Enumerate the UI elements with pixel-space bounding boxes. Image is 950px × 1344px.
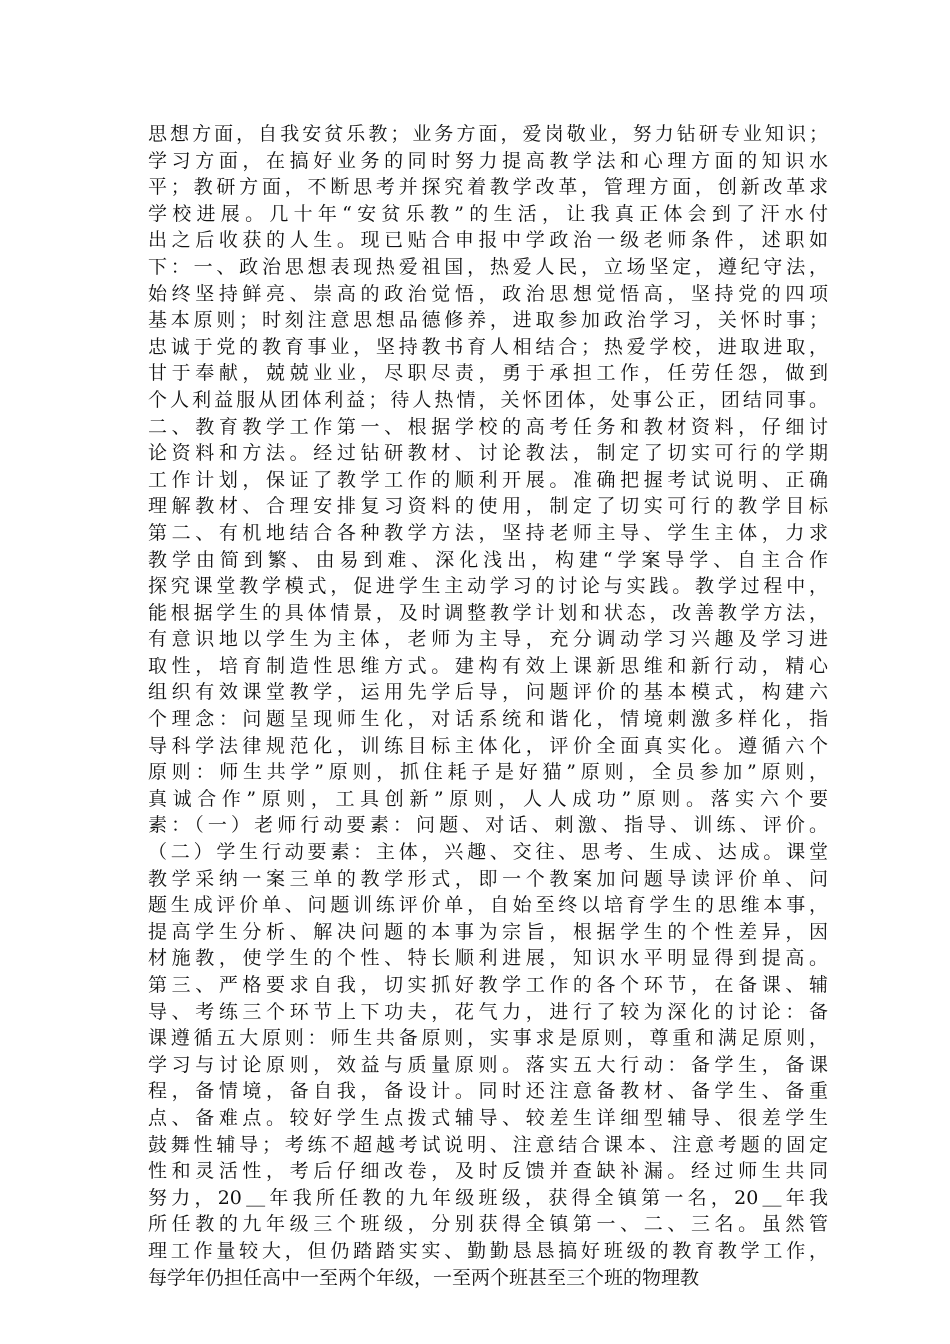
text-line: 组织有效课堂教学，运用先学后导，问题评价的基本模式，构建六 bbox=[148, 681, 828, 704]
text-line: 理解教材、合理安排复习资料的使用，制定了切实可行的教学目标 bbox=[148, 495, 828, 518]
text-line: 第三、严格要求自我，切实抓好教学工作的各个环节，在备课、辅 bbox=[148, 974, 828, 996]
text-line: 理工作量较大，但仍踏踏实实、勤勤恳恳搞好班级的教育教学工作， bbox=[148, 1239, 828, 1262]
text-line: 真诚合作”原则，工具创新”原则，人人成功”原则。落实六个要 bbox=[148, 787, 828, 810]
text-line: 导科学法律规范化，训练目标主体化，评价全面真实化。遵循六个 bbox=[148, 734, 828, 757]
text-line: 个人利益服从团体利益；待人热情，关怀团体，处事公正，团结同事。 bbox=[148, 388, 828, 411]
text-line: 题生成评价单、问题训练评价单，自始至终以培育学生的思维本事， bbox=[148, 894, 828, 917]
text-line: 课遵循五大原则：师生共备原则，实事求是原则，尊重和满足原则， bbox=[148, 1027, 828, 1050]
text-line: 努力，20＿年我所任教的九年级班级，获得全镇第一名，20＿年我 bbox=[148, 1186, 828, 1209]
body-text bbox=[148, 121, 828, 1291]
text-line: 所任教的九年级三个班级，分别获得全镇第一、二、三名。虽然管 bbox=[148, 1213, 828, 1236]
text-line: 学习与讨论原则，效益与质量原则。落实五大行动：备学生，备课 bbox=[148, 1053, 828, 1076]
text-line: 忠诚于党的教育事业，坚持教书育人相结合；热爱学校，进取进取， bbox=[148, 335, 828, 358]
text-line: 点、备难点。较好学生点拨式辅导、较差生详细型辅导、很差学生 bbox=[148, 1106, 828, 1129]
text-line: 教学由简到繁、由易到难、深化浅出，构建“学案导学、自主合作 bbox=[148, 548, 828, 571]
text-line: 论资料和方法。经过钻研教材、讨论教法，制定了切实可行的学期 bbox=[148, 442, 828, 465]
text-line: 有意识地以学生为主体，老师为主导，充分调动学习兴趣及学习进 bbox=[148, 628, 828, 651]
text-line: 思想方面，自我安贫乐教；业务方面，爱岗敬业，努力钻研专业知识； bbox=[148, 123, 828, 145]
text-line: 性和灵活性，考后仔细改卷，及时反馈并查缺补漏。经过师生共同 bbox=[148, 1160, 828, 1183]
text-line: 素：（一）老师行动要素：问题、对话、刺激、指导、训练、评价。 bbox=[148, 814, 828, 837]
text-line: 探究课堂教学模式，促进学生主动学习的讨论与实践。教学过程中， bbox=[148, 575, 828, 598]
text-line: 工作计划，保证了教学工作的顺利开展。准确把握考试说明、正确 bbox=[148, 468, 828, 491]
text-line: 材施教，使学生的个性、特长顺利进展，知识水平明显得到提高。 bbox=[148, 947, 828, 970]
text-line: 提高学生分析、解决问题的本事为宗旨，根据学生的个性差异，因 bbox=[148, 920, 828, 943]
text-line: 每学年仍担任高中一至两个年级，一至两个班甚至三个班的物理教 bbox=[148, 1266, 700, 1289]
text-line: （二）学生行动要素：主体，兴趣、交往、思考、生成、达成。课堂 bbox=[148, 841, 828, 864]
text-line: 始终坚持鲜亮、崇高的政治觉悟，政治思想觉悟高，坚持党的四项 bbox=[148, 282, 828, 305]
text-line: 鼓舞性辅导；考练不超越考试说明、注意结合课本、注意考题的固定 bbox=[148, 1133, 828, 1156]
text-line: 原则：师生共学”原则，抓住耗子是好猫”原则，全员参加”原则， bbox=[148, 761, 828, 784]
text-line: 出之后收获的人生。现已贴合申报中学政治一级老师条件，述职如 bbox=[148, 229, 828, 252]
text-line: 教学采纳一案三单的教学形式，即一个教案加问题导读评价单、问 bbox=[148, 867, 828, 890]
text-line: 甘于奉献，兢兢业业，尽职尽责，勇于承担工作，任劳任怨，做到 bbox=[148, 362, 828, 385]
text-line: 取性，培育制造性思维方式。建构有效上课新思维和新行动，精心 bbox=[148, 654, 828, 677]
text-line: 程，备情境，备自我，备设计。同时还注意备教材、备学生、备重 bbox=[148, 1080, 828, 1103]
text-line: 基本原则；时刻注意思想品德修养，进取参加政治学习，关怀时事； bbox=[148, 309, 828, 332]
text-line: 个理念：问题呈现师生化，对话系统和谐化，情境刺激多样化，指 bbox=[148, 708, 828, 731]
text-line: 导、考练三个环节上下功夫，花气力，进行了较为深化的讨论：备 bbox=[148, 1000, 828, 1023]
text-line: 二、教育教学工作第一、根据学校的高考任务和教材资料，仔细讨 bbox=[148, 415, 828, 438]
text-line: 学校进展。几十年“安贫乐教”的生活，让我真正体会到了汗水付 bbox=[148, 202, 828, 225]
text-line: 能根据学生的具体情景，及时调整教学计划和状态，改善教学方法， bbox=[148, 601, 828, 624]
text-line: 学习方面，在搞好业务的同时努力提高教学法和心理方面的知识水 bbox=[148, 149, 828, 172]
text-line: 下：一、政治思想表现热爱祖国，热爱人民，立场坚定，遵纪守法， bbox=[148, 255, 828, 278]
text-line: 第二、有机地结合各种教学方法，坚持老师主导、学生主体，力求 bbox=[148, 521, 828, 544]
text-line: 平；教研方面，不断思考并探究着教学改革，管理方面，创新改革求 bbox=[148, 176, 828, 199]
